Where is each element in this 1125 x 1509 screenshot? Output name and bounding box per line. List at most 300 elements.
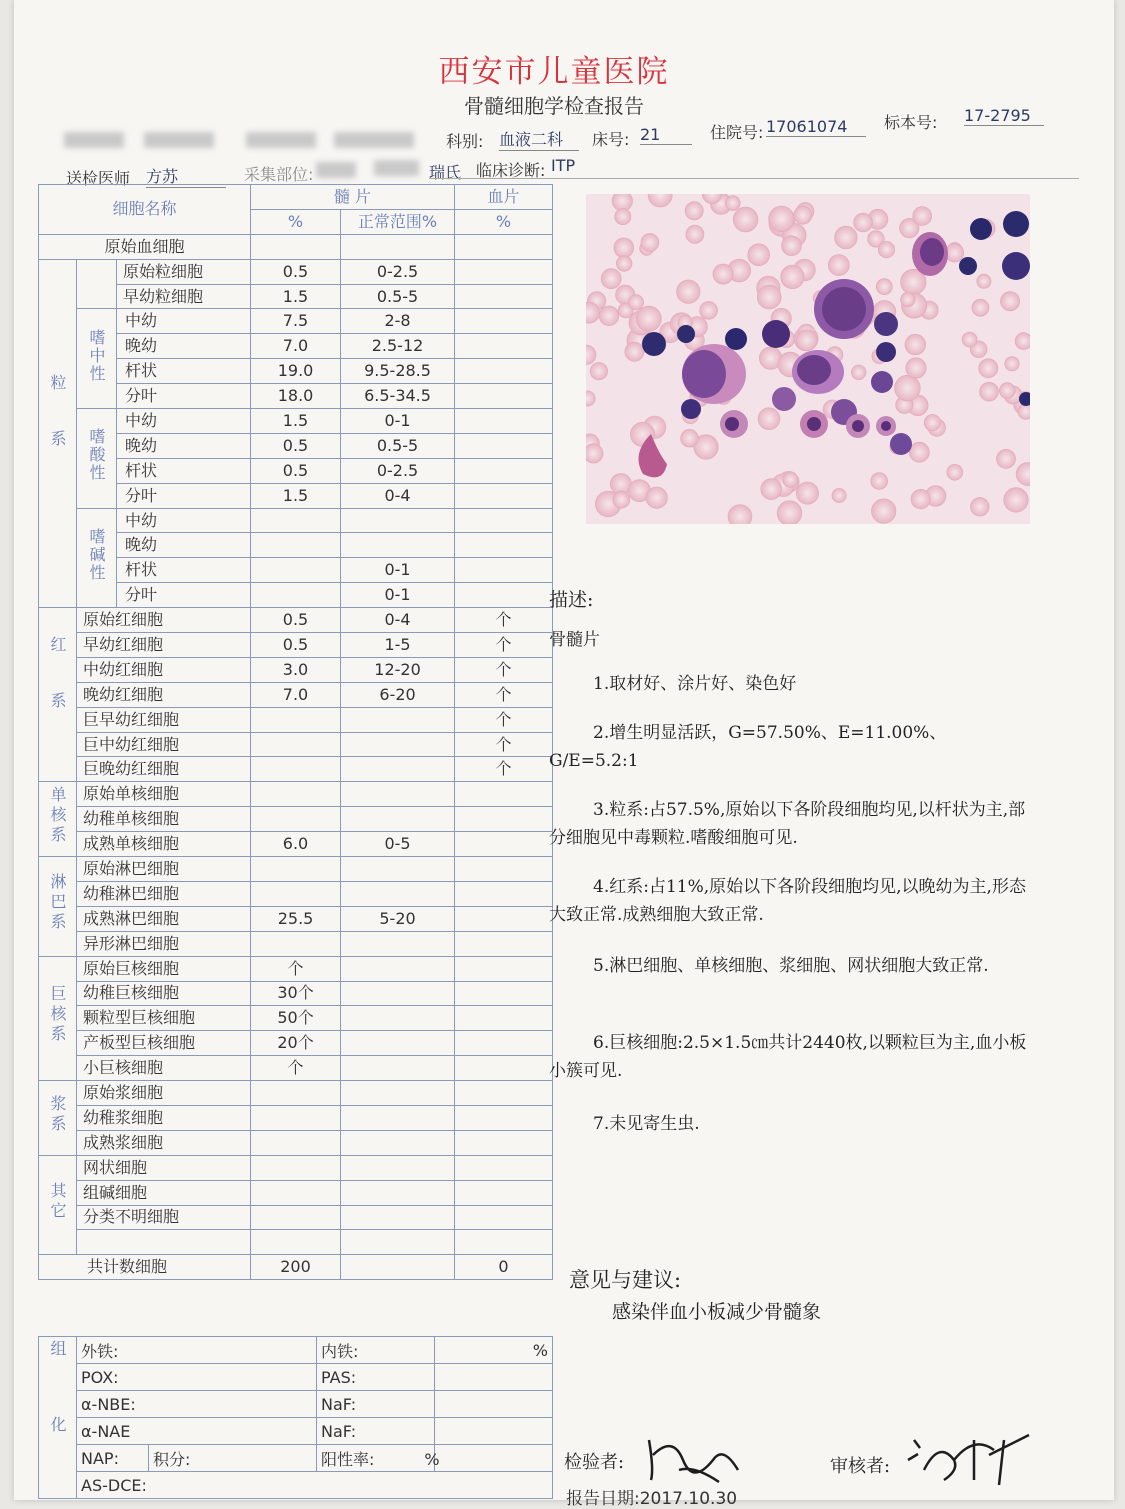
cell-blood: 个 [455, 682, 553, 707]
red-blood-cell [835, 226, 858, 249]
cell-name: 幼稚巨核细胞 [77, 981, 251, 1006]
cell-normal: 12-20 [341, 657, 455, 682]
red-blood-cell [713, 264, 733, 284]
group-ery: 红系 [39, 608, 77, 782]
subgroup-baso: 嗜碱性 [77, 508, 117, 608]
red-blood-cell [977, 274, 991, 288]
table-row [39, 284, 553, 309]
inner-iron-label: 内铁: [317, 1337, 435, 1364]
cell-normal: 0-1 [341, 583, 455, 608]
cell-blood [455, 1006, 553, 1031]
cell-blood [455, 583, 553, 608]
red-blood-cell [1001, 292, 1020, 311]
cell-blood [455, 981, 553, 1006]
cell-normal: 0.5-5 [341, 433, 455, 458]
cell-marrow: 0.5 [251, 633, 341, 658]
redacted-gender [144, 132, 214, 148]
cell-name: 晚幼红细胞 [77, 682, 251, 707]
table-row [39, 1155, 553, 1180]
cell-normal [341, 857, 455, 882]
cell-normal [341, 1255, 455, 1280]
cell-name: 中幼 [117, 409, 251, 434]
inpatient-label: 住院号: [710, 123, 764, 142]
cell-name: 幼稚单核细胞 [77, 807, 251, 832]
red-blood-cell [748, 244, 770, 266]
cell-marrow [251, 757, 341, 782]
table-row [39, 732, 553, 757]
red-blood-cell [641, 234, 659, 252]
cell-marrow [251, 807, 341, 832]
cell-normal [341, 707, 455, 732]
table-row [39, 533, 553, 558]
doctor-label: 送检医师 [66, 169, 131, 188]
cell-normal [341, 757, 455, 782]
cell-normal [341, 981, 455, 1006]
table-row [39, 583, 553, 608]
red-blood-cell [854, 213, 873, 232]
cell-normal: 0-2.5 [341, 458, 455, 483]
naf1-label: NaF: [317, 1391, 435, 1418]
redacted-name [64, 132, 124, 148]
table-row [39, 384, 553, 409]
red-blood-cell [625, 342, 644, 361]
cell-blood [455, 359, 553, 384]
red-blood-cell [700, 302, 718, 320]
red-blood-cell [947, 464, 963, 480]
table-row [39, 1205, 553, 1230]
asdce-label: AS-DCE: [77, 1472, 553, 1499]
red-blood-cell [769, 206, 795, 232]
anae-label: α-NAE [77, 1418, 317, 1445]
cell-name: 颗粒型巨核细胞 [77, 1006, 251, 1031]
cell-normal: 0-4 [341, 608, 455, 633]
cell-name: 早幼红细胞 [77, 633, 251, 658]
naf2-label: NaF: [317, 1418, 435, 1445]
cell-name: 晚幼 [117, 334, 251, 359]
red-blood-cell [794, 206, 812, 224]
col-marrow: 髓 片 [251, 185, 455, 210]
cell-blood [455, 1155, 553, 1180]
table-row [39, 881, 553, 906]
cell-normal [341, 508, 455, 533]
cell-normal: 0-2.5 [341, 259, 455, 284]
group-plasma: 浆系 [39, 1081, 77, 1156]
red-blood-cell [646, 487, 667, 508]
cell-marrow [251, 1130, 341, 1155]
cell-blood [455, 1105, 553, 1130]
desc-item-1: 1.取材好、涂片好、染色好 [593, 674, 797, 694]
desc-item-6: 6.巨核细胞:2.5×1.5㎝共计2440枚,以颗粒巨为主,血小板小簇可见. [549, 1033, 1027, 1081]
dept-label: 科别: [446, 132, 484, 151]
table-row [39, 483, 553, 508]
cell-marrow: 20个 [251, 1031, 341, 1056]
cell-blood [455, 881, 553, 906]
table-row [39, 807, 553, 832]
cell-normal [341, 1105, 455, 1130]
cell-name: 成熟浆细胞 [77, 1130, 251, 1155]
cell-normal [341, 1006, 455, 1031]
cell-name: 产板型巨核细胞 [77, 1031, 251, 1056]
bed-value: 21 [640, 125, 692, 145]
group-mono: 单核系 [39, 782, 77, 857]
cell-blood [455, 906, 553, 931]
col-blood-pct: % [455, 209, 553, 234]
red-blood-cell [901, 292, 915, 306]
examiner-signature [639, 1420, 749, 1490]
cell-normal [341, 234, 455, 259]
cell-name: 成熟单核细胞 [77, 832, 251, 857]
cell-name: 幼稚浆细胞 [77, 1105, 251, 1130]
red-blood-cell [636, 306, 661, 331]
table-row [39, 931, 553, 956]
stain-value: 瑞氏 [429, 163, 462, 182]
red-blood-cell [979, 359, 998, 378]
cell-normal [341, 1205, 455, 1230]
red-blood-cell [757, 285, 781, 309]
reviewer-signature [894, 1420, 1044, 1490]
red-blood-cell [796, 482, 818, 504]
cell-normal [341, 782, 455, 807]
red-blood-cell [586, 444, 603, 463]
red-blood-cell [733, 207, 758, 232]
inpatient-value: 17061074 [766, 117, 866, 137]
cell-name: 巨早幼红细胞 [77, 707, 251, 732]
red-blood-cell [909, 442, 929, 462]
cell-name: 杆状 [117, 558, 251, 583]
table-row [39, 633, 553, 658]
red-blood-cell [761, 479, 782, 500]
diagnosis-value: ITP [551, 156, 576, 175]
cell-name: 晚幼 [117, 533, 251, 558]
cell-marrow [251, 857, 341, 882]
cell-name: 异形淋巴细胞 [77, 931, 251, 956]
redacted-stain-label [374, 160, 419, 176]
cell-blood [455, 857, 553, 882]
cell-name: 共计数细胞 [39, 1255, 251, 1280]
table-row [39, 1230, 553, 1255]
cell-normal [341, 732, 455, 757]
cell-marrow: 0.5 [251, 608, 341, 633]
cell-normal [341, 1081, 455, 1106]
cell-blood [455, 1081, 553, 1106]
cell-name: 杆状 [117, 458, 251, 483]
red-blood-cell [1004, 488, 1028, 512]
red-blood-cell [851, 365, 866, 380]
cell-marrow [251, 1105, 341, 1130]
cell-name [77, 1230, 251, 1255]
cell-marrow [251, 1180, 341, 1205]
cell-name: 中幼红细胞 [77, 657, 251, 682]
col-marrow-pct: % [251, 209, 341, 234]
cell-normal [341, 533, 455, 558]
cell-marrow: 6.0 [251, 832, 341, 857]
cell-normal [341, 931, 455, 956]
table-row [39, 857, 553, 882]
red-blood-cell [905, 334, 926, 355]
cell-blood: 个 [455, 633, 553, 658]
cell-marrow: 1.5 [251, 284, 341, 309]
red-blood-cell [601, 269, 621, 289]
subgroup-empty [77, 259, 117, 309]
cell-normal: 6-20 [341, 682, 455, 707]
table-row [39, 359, 553, 384]
cell-normal: 0-1 [341, 409, 455, 434]
cell-normal: 0.5-5 [341, 284, 455, 309]
marrow-micrograph [586, 194, 1030, 524]
cell-name: 分叶 [117, 583, 251, 608]
red-blood-cell [906, 358, 926, 378]
cell-name: 原始单核细胞 [77, 782, 251, 807]
cell-blood [455, 1031, 553, 1056]
cell-marrow: 1.5 [251, 409, 341, 434]
table-row [39, 608, 553, 633]
opinion-text: 感染伴血小板减少骨髓象 [612, 1301, 822, 1323]
cell-normal [341, 1130, 455, 1155]
cell-marrow [251, 1205, 341, 1230]
desc-item-4: 4.红系:占11%,原始以下各阶段细胞均见,以晚幼为主,形态大致正常.成熟细胞大致正常. [549, 877, 1026, 925]
table-row [39, 1031, 553, 1056]
cell-blood [455, 931, 553, 956]
cell-blood [455, 234, 553, 259]
cell-marrow [251, 533, 341, 558]
reviewer-label: 审核者: [830, 1456, 891, 1477]
nap-label: NAP: [77, 1445, 149, 1472]
table-row [39, 956, 553, 981]
cell-marrow: 个 [251, 956, 341, 981]
table-row [39, 1056, 553, 1081]
cell-blood: 个 [455, 608, 553, 633]
cell-normal [341, 881, 455, 906]
group-gran: 粒系 [39, 259, 77, 607]
cell-marrow: 18.0 [251, 384, 341, 409]
cell-name: 巨中幼红细胞 [77, 732, 251, 757]
cell-normal: 0-4 [341, 483, 455, 508]
subgroup-eos: 嗜酸性 [77, 409, 117, 509]
cell-normal: 9.5-28.5 [341, 359, 455, 384]
table-row [39, 508, 553, 533]
cell-marrow: 25.5 [251, 906, 341, 931]
cell-name: 成熟淋巴细胞 [77, 906, 251, 931]
report-date: 报告日期:2017.10.30 [566, 1489, 738, 1509]
table-row [39, 1255, 553, 1280]
anbe-label: α-NBE: [77, 1391, 317, 1418]
red-blood-cell [828, 255, 849, 276]
cell-marrow [251, 881, 341, 906]
red-blood-cell [781, 265, 804, 288]
site-label: 采集部位: [244, 165, 314, 184]
table-row [39, 782, 553, 807]
micrograph-illustration [586, 194, 1030, 524]
histochem-group: 组化 [39, 1337, 77, 1499]
cell-name: 分类不明细胞 [77, 1205, 251, 1230]
red-blood-cell [686, 225, 704, 243]
cell-normal: 1-5 [341, 633, 455, 658]
cell-name: 原始血细胞 [39, 234, 251, 259]
table-row [39, 757, 553, 782]
outer-iron-label: 外铁: [77, 1337, 317, 1364]
cell-normal: 0-1 [341, 558, 455, 583]
red-blood-cell [999, 383, 1015, 399]
red-blood-cell [783, 472, 798, 487]
table-row [39, 1006, 553, 1031]
table-row [39, 1081, 553, 1106]
red-blood-cell [972, 299, 989, 316]
desc-item-5: 5.淋巴细胞、单核细胞、浆细胞、网状细胞大致正常. [593, 956, 989, 976]
cell-blood: 个 [455, 657, 553, 682]
desc-item-7: 7.未见寄生虫. [593, 1114, 700, 1134]
cell-blood [455, 1056, 553, 1081]
cell-marrow [251, 558, 341, 583]
cell-marrow [251, 931, 341, 956]
cell-name: 巨晚幼红细胞 [77, 757, 251, 782]
cell-marrow: 1.5 [251, 483, 341, 508]
cell-marrow: 0.5 [251, 433, 341, 458]
report-sheet [14, 0, 1114, 1509]
table-row [39, 707, 553, 732]
opinion-label: 意见与建议: [569, 1268, 682, 1292]
cell-blood [455, 284, 553, 309]
cell-normal: 0-5 [341, 832, 455, 857]
specimen-value: 17-2795 [964, 106, 1044, 126]
red-blood-cell [872, 499, 896, 523]
cell-blood [455, 384, 553, 409]
cell-name: 原始红细胞 [77, 608, 251, 633]
cell-name: 分叶 [117, 483, 251, 508]
redacted-field [334, 132, 414, 148]
cell-name: 网状细胞 [77, 1155, 251, 1180]
red-blood-cell [590, 363, 607, 380]
red-blood-cell [777, 501, 802, 524]
cell-blood: 个 [455, 757, 553, 782]
cell-blood: 个 [455, 707, 553, 732]
cell-marrow [251, 508, 341, 533]
table-row [39, 309, 553, 334]
positive-rate-value [435, 1445, 553, 1472]
cell-blood [455, 1230, 553, 1255]
redacted-age [246, 132, 316, 148]
red-blood-cell [725, 196, 740, 211]
cell-name: 组碱细胞 [77, 1180, 251, 1205]
table-row [39, 906, 553, 931]
cell-marrow: 0.5 [251, 259, 341, 284]
red-blood-cell [681, 429, 699, 447]
cell-marrow: 3.0 [251, 657, 341, 682]
cell-name: 原始粒细胞 [117, 259, 251, 284]
cell-blood [455, 956, 553, 981]
cell-blood: 0 [455, 1255, 553, 1280]
positive-rate-label: 阳性率: % [317, 1445, 435, 1472]
naf1-value [435, 1391, 553, 1418]
cell-blood [455, 807, 553, 832]
cell-name: 分叶 [117, 384, 251, 409]
table-row [39, 1130, 553, 1155]
table-row [39, 558, 553, 583]
red-blood-cell [614, 238, 634, 258]
cell-marrow [251, 782, 341, 807]
red-blood-cell [677, 280, 700, 303]
red-blood-cell [971, 498, 990, 517]
red-blood-cell [876, 279, 892, 295]
group-other: 其它 [39, 1155, 77, 1255]
cell-name: 中幼 [117, 508, 251, 533]
pox-label: POX: [77, 1364, 317, 1391]
red-blood-cell [758, 408, 780, 430]
doctor-value: 方苏 [146, 164, 226, 188]
red-blood-cell [1005, 357, 1019, 371]
cell-normal [341, 1180, 455, 1205]
red-blood-cell [685, 202, 703, 220]
cell-marrow [251, 1230, 341, 1255]
col-normal-range: 正常范围% [341, 209, 455, 234]
red-blood-cell [980, 382, 999, 401]
table-row [39, 458, 553, 483]
cell-marrow [251, 707, 341, 732]
table-row [39, 234, 553, 259]
cell-blood [455, 458, 553, 483]
cell-blood [455, 483, 553, 508]
cell-marrow: 个 [251, 1056, 341, 1081]
histochem-table [38, 1336, 553, 1499]
red-blood-cell [924, 415, 940, 431]
cell-normal [341, 956, 455, 981]
desc-item-2: 2.增生明显活跃，G=57.50%、E=11.00%、G/E=5.2:1 [549, 723, 947, 771]
table-row [39, 657, 553, 682]
red-blood-cell [616, 256, 632, 272]
cell-blood [455, 309, 553, 334]
cell-marrow: 0.5 [251, 458, 341, 483]
redacted-site [316, 162, 356, 178]
group-mega: 巨核系 [39, 956, 77, 1080]
cell-marrow: 30个 [251, 981, 341, 1006]
cell-marrow: 50个 [251, 1006, 341, 1031]
red-blood-cell [997, 449, 1016, 468]
cell-marrow: 7.0 [251, 334, 341, 359]
cell-blood: 个 [455, 732, 553, 757]
naf2-value [435, 1418, 553, 1445]
cell-normal: 2.5-12 [341, 334, 455, 359]
table-row [39, 409, 553, 434]
cell-name: 原始浆细胞 [77, 1081, 251, 1106]
cell-blood [455, 1180, 553, 1205]
cell-marrow: 200 [251, 1255, 341, 1280]
table-row [39, 433, 553, 458]
cell-name: 晚幼 [117, 433, 251, 458]
cell-normal: 2-8 [341, 309, 455, 334]
cell-marrow: 7.0 [251, 682, 341, 707]
red-blood-cell [1018, 404, 1030, 420]
cell-name: 中幼 [117, 309, 251, 334]
cell-normal [341, 1031, 455, 1056]
red-blood-cell [613, 491, 630, 508]
cell-name: 幼稚淋巴细胞 [77, 881, 251, 906]
pas-value [435, 1364, 553, 1391]
red-blood-cell [878, 241, 894, 257]
cell-marrow [251, 583, 341, 608]
cell-normal: 6.5-34.5 [341, 384, 455, 409]
red-blood-cell [728, 505, 752, 524]
dept-value: 血液二科 [499, 127, 579, 151]
score-label: 积分: [149, 1445, 317, 1472]
cell-blood [455, 1205, 553, 1230]
header-rule [429, 158, 1079, 179]
red-blood-cell [599, 306, 619, 326]
bed-label: 床号: [592, 130, 630, 149]
cell-blood [455, 782, 553, 807]
cell-blood [455, 533, 553, 558]
inner-iron-pct: % [435, 1337, 553, 1364]
cell-normal: 5-20 [341, 906, 455, 931]
examiner-label: 检验者: [564, 1452, 625, 1473]
